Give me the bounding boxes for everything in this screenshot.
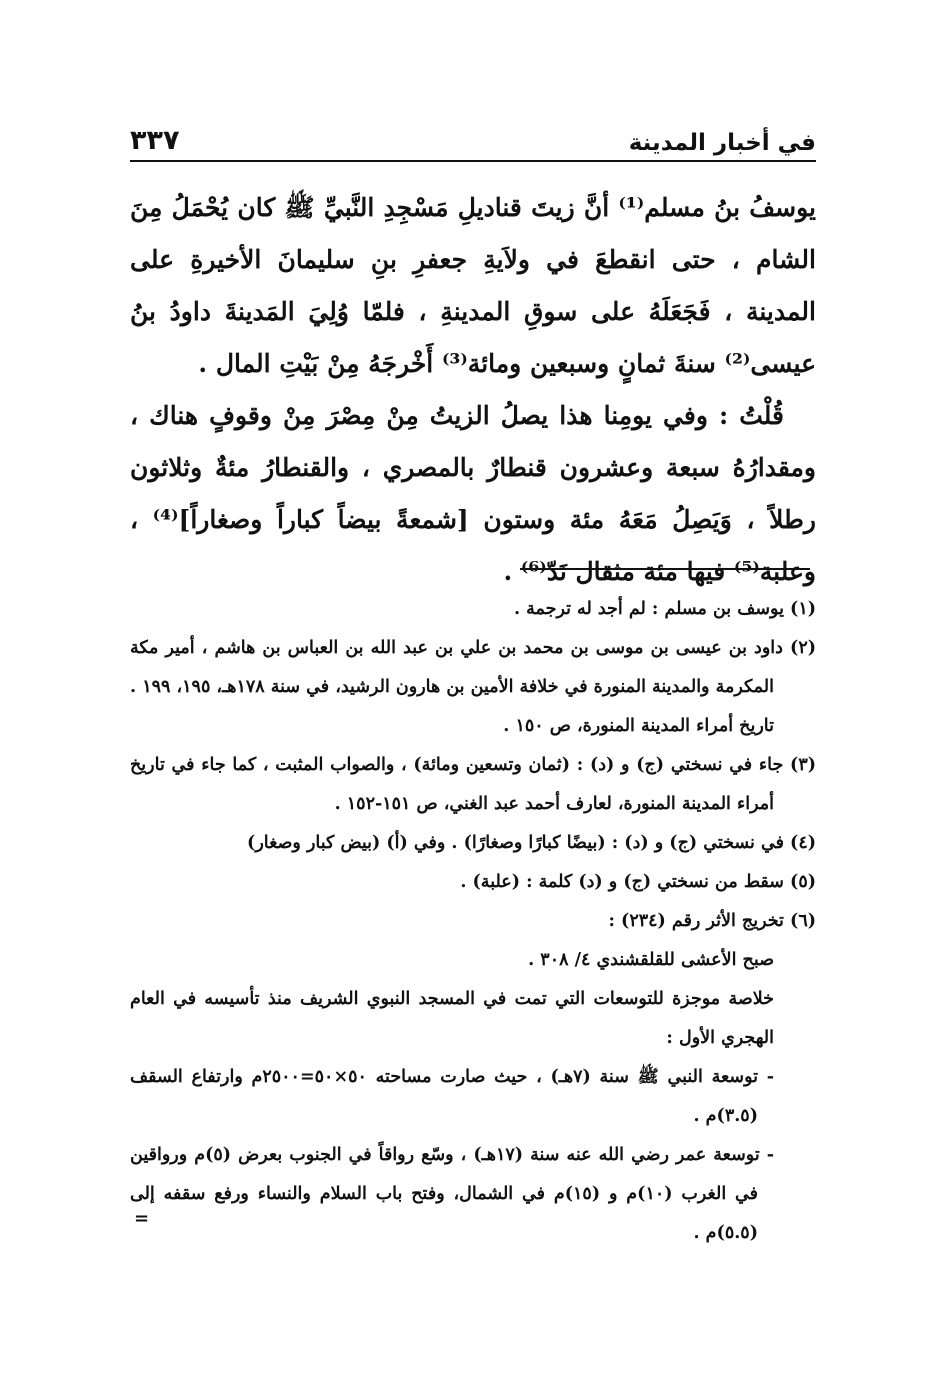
footnote-2: (٢) داود بن عيسى بن موسى بن محمد بن علي بن عبد الله بن العباس بن هاشم ، أمير مكة المكرمة والمدينة المنورة في خلافة الأمين بن هارون الرشيد، في سنة ١٧٨هـ، ١٩٥، ١٩٩ . تاريخ أمراء المدينة المنورة، ص ١٥٠ . (130, 638, 816, 736)
footnotes (130, 590, 816, 1253)
footnote-6-source: صبح الأعشى للقلقشندي ٤/ ٣٠٨ . (528, 950, 774, 970)
main-paragraph: يوسفُ بنُ مسلم⁽¹⁾ أنَّ زيتَ قناديلِ مَسْجِدِ النَّبيِّ ﷺ كان يُحْمَلُ مِنَ الشام ، حتى انقطعَ في ولاَيةِ جعفرِ بنِ سليمانَ الأخيرةِ على المدينة ، فَجَعَلَهُ على سوقِ المدينةِ ، فلمّا وُلِيَ المَدينةَ داودُ بنُ عيسى⁽²⁾ سنةَ ثمانٍ وسبعين ومائة⁽³⁾ أَخْرجَهُ مِنْ بَيْتِ المال . (130, 193, 816, 378)
footnote-6: (٦) تخريج الأثر رقم (٢٣٤) : (608, 911, 816, 931)
footnote-6-item: - توسعة النبي ﷺ سنة (٧هـ) ، حيث صارت مساحته ٥٠×٥٠=٢٥٠٠م وارتفاع السقف (٣.٥)م . (130, 1067, 774, 1126)
main-paragraph: قُلْتُ : وفي يومِنا هذا يصلُ الزيتُ مِنْ مِصْرَ مِنْ وقوفٍ هناك ، ومقدارُهُ سبعة وعشرون قنطارٌ بالمصري ، والقنطارُ مئةٌ وثلاثون رطلاً ، وَيَصِلُ مَعَهُ مئة وستون [شمعةً بيضاً كباراً وصغاراً]⁽⁴⁾ ، وعلبة⁽⁵⁾ فيها مئة مثقال نَدّ⁽⁶⁾ . (130, 401, 817, 586)
footnote-6-summary: خلاصة موجزة للتوسعات التي تمت في المسجد النبوي الشريف منذ تأسيسه في العام الهجري الأول : (130, 989, 774, 1048)
page-number: ٣٣٧ (130, 125, 180, 156)
footnote-6-item: - توسعة عمر رضي الله عنه سنة (١٧هـ) ، وسّع رواقاً في الجنوب بعرض (٥)م ورواقين في الغرب (١٠)م و (١٥)م في الشمال، وفتح باب السلام والنساء ورفع سقفه إلى (٥.٥)م . (130, 1145, 775, 1243)
header-rule (130, 160, 816, 162)
footnote-5: (٥) سقط من نسختي (ج) و (د) كلمة : (علبة) . (460, 872, 816, 892)
main-text (130, 182, 816, 598)
footnote-3: (٣) جاء في نسختي (ج) و (د) : (ثمان وتسعين ومائة) ، والصواب المثبت ، كما جاء في تاريخ أمراء المدينة المنورة، لعارف أحمد عبد الغني، ص ١٥١-١٥٢ . (130, 755, 816, 814)
continuation-mark: = (134, 1208, 150, 1229)
footnote-1: (١) يوسف بن مسلم : لم أجد له ترجمة . (513, 599, 816, 619)
footnote-4: (٤) في نسختي (ج) و (د) : (بيضًا كبارًا وصغارًا) . وفي (أ) (بيض كبار وصغار) (247, 833, 816, 853)
footnote-separator (520, 568, 810, 570)
page-header (130, 112, 816, 156)
running-title: في أخبار المدينة (628, 130, 816, 156)
